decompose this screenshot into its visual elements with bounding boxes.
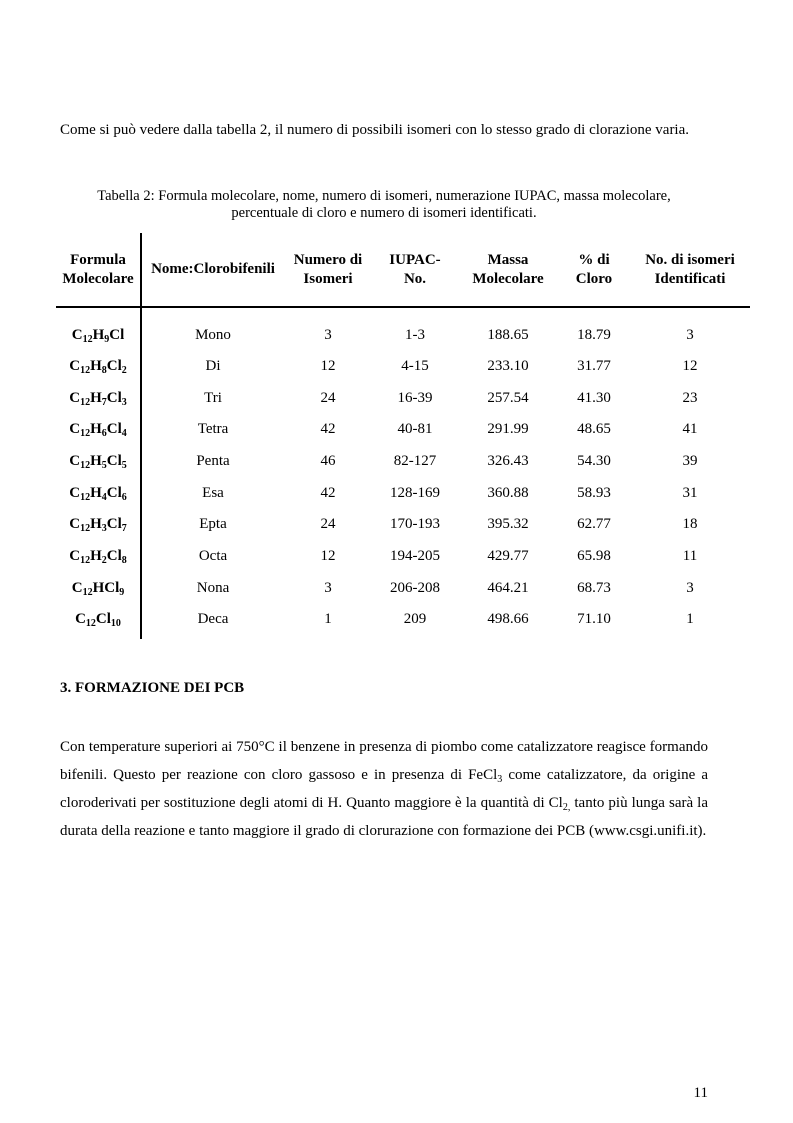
header-chlorine: % di Cloro [558,233,630,307]
cell-name: Nona [196,579,230,596]
header-iupac: IUPAC- No. [372,233,458,307]
intro-paragraph: Come si può vedere dalla tabella 2, il numero di possibili isomeri con lo stesso grado di clorazione varia. [60,122,690,138]
cell-isomers: 3 [324,327,332,343]
cell-mass: 360.88 [487,484,529,501]
cell-iupac: 194-205 [390,547,440,564]
cell-identified: 41 [682,421,698,438]
cell-iupac: 1-3 [405,327,425,343]
page-number: 11 [693,1085,708,1101]
table-row [56,413,750,445]
table-caption-line-1: Tabella 2: Formula molecolare, nome, numero di isomeri, numerazione IUPAC, massa molecolare, [97,188,671,204]
cell-iupac: 4-15 [401,357,429,374]
cell-identified: 31 [682,484,698,501]
cell-formula: $C_{12}HCl_9$ [56,572,141,604]
cell-iupac: 170-193 [390,516,440,533]
cell-chlorine: 18.79 [577,327,611,343]
cell-iupac: 16-39 [397,389,433,406]
cell-isomers: 42 [320,484,336,501]
cell-name: Octa [198,547,228,564]
cell-iupac: 128-169 [390,484,440,501]
cell-isomers: 24 [320,516,336,533]
cell-iupac: 40-81 [397,421,433,438]
cell-identified: 11 [682,547,698,564]
cell-isomers: 42 [320,421,336,438]
cell-name: Tetra [197,421,229,438]
cell-formula: $C_{12}Cl_{10}$ [56,604,141,640]
table-caption [60,188,708,222]
cell-name: Penta [196,452,230,469]
cell-name: Mono [195,327,231,343]
cell-chlorine: 71.10 [577,611,611,628]
cell-isomers: 46 [320,452,336,469]
cell-name: Epta [199,516,227,533]
cell-chlorine: 41.30 [577,389,611,406]
cell-formula: $C_{12}H_9Cl$ [56,307,141,350]
cell-formula: $C_{12}H_7Cl_3$ [56,382,141,414]
cell-name: Tri [204,389,222,406]
cell-chlorine: 48.65 [577,421,611,438]
cell-mass: 188.65 [487,327,529,343]
cell-formula: $C_{12}H_6Cl_4$ [56,413,141,445]
cell-formula: $C_{12}H_3Cl_7$ [56,508,141,540]
cell-chlorine: 31.77 [577,357,611,374]
cell-mass: 257.54 [487,389,529,406]
cell-identified: 23 [682,389,698,406]
cell-name: Esa [202,484,224,501]
body-paragraph: Con temperature superiori ai 750°C il benzene in presenza di piombo come catalizzatore reagisce formando bifenili. Questo per reazione con cloro gassoso e in presenza di FeCl$_3$ come catalizzatore, da origine a cloroderivati per sostituzione degli atomi di H. Quanto maggiore è la quantità di $Cl_{2,}$ tanto più lunga sarà la durata della reazione e tanto maggiore il grado di clorurazione con formazione dei PCB (www.csgi.unifi.it). [60,739,708,839]
cell-iupac: 206-208 [390,579,440,596]
cell-identified: 39 [682,452,698,469]
header-name: Nome:Clorobifenili [141,233,284,307]
cell-chlorine: 65.98 [577,547,611,564]
cell-formula: $C_{12}H_8Cl_2$ [56,350,141,382]
table-header-row [56,233,750,307]
cell-formula: $C_{12}H_4Cl_6$ [56,477,141,509]
cell-mass: 395.32 [487,516,529,533]
table-row [56,540,750,572]
cell-mass: 233.10 [487,357,529,374]
cell-iupac: 82-127 [393,452,437,469]
cell-identified: 1 [686,611,694,628]
section-heading: 3. FORMAZIONE DEI PCB [60,680,245,696]
table-row [56,477,750,509]
cell-identified: 18 [682,516,698,533]
cell-isomers: 3 [324,579,332,596]
table-row [56,307,750,350]
header-mass: Massa Molecolare [458,233,558,307]
cell-isomers: 12 [320,357,336,374]
cell-formula: $C_{12}H_2Cl_8$ [56,540,141,572]
cell-identified: 12 [682,357,698,374]
cell-mass: 326.43 [487,452,529,469]
table-row [56,445,750,477]
cell-name: Deca [197,611,229,628]
table-body [56,307,750,639]
cell-formula: $C_{12}H_5Cl_5$ [56,445,141,477]
cell-chlorine: 68.73 [577,579,611,596]
cell-identified: 3 [686,327,694,343]
cell-mass: 429.77 [487,547,529,564]
pcb-isomer-table [56,233,750,639]
cell-mass: 464.21 [487,579,529,596]
table-caption-line-2: percentuale di cloro e numero di isomeri identificati. [231,205,537,221]
cell-mass: 498.66 [487,611,529,628]
cell-mass: 291.99 [487,421,529,438]
header-formula: Formula Molecolare [56,233,141,307]
table-row [56,350,750,382]
cell-chlorine: 58.93 [577,484,611,501]
cell-isomers: 1 [324,611,332,628]
header-isomer-count: Numero di Isomeri [284,233,372,307]
cell-chlorine: 62.77 [577,516,611,533]
cell-identified: 3 [686,579,694,596]
cell-isomers: 24 [320,389,336,406]
header-identified: No. di isomeri Identificati [630,233,750,307]
cell-chlorine: 54.30 [577,452,611,469]
cell-name: Di [205,357,221,374]
table-row [56,604,750,640]
cell-isomers: 12 [320,547,336,564]
cell-iupac: 209 [403,611,427,628]
table-row [56,572,750,604]
table-row [56,508,750,540]
table-row [56,382,750,414]
